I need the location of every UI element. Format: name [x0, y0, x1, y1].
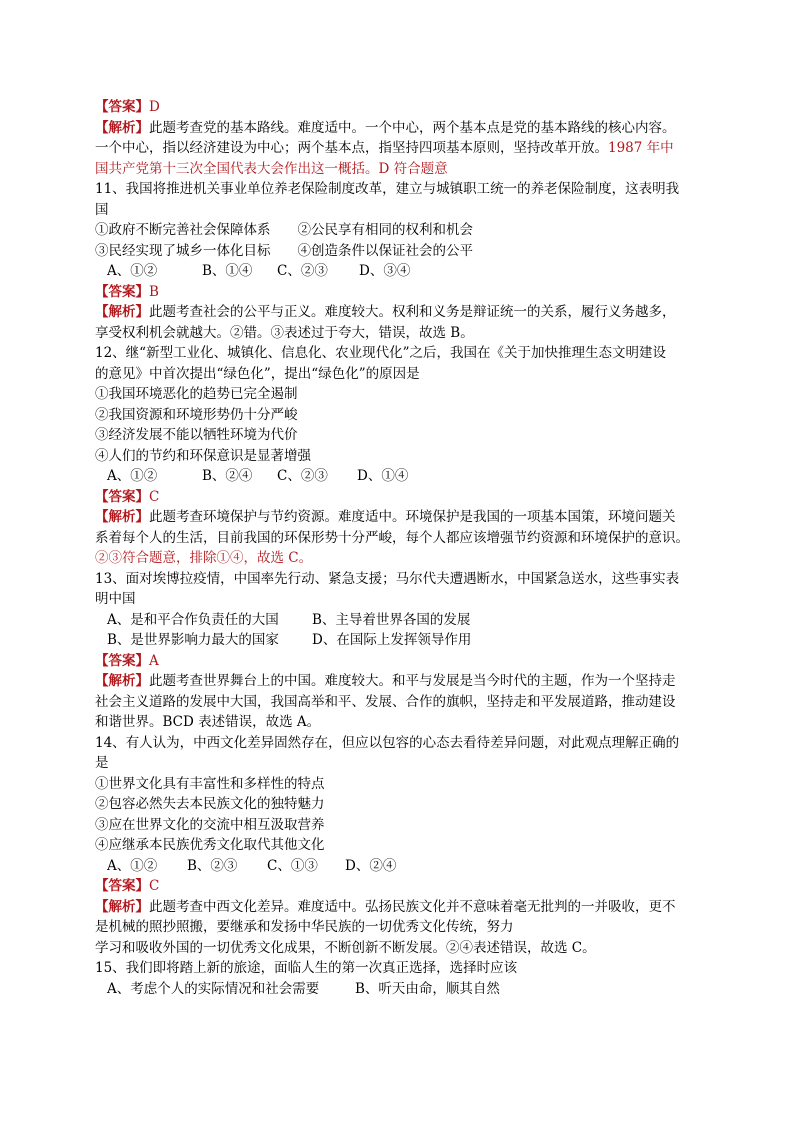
text-line: [95, 938, 596, 958]
text-line: [95, 712, 320, 732]
text-line: [95, 364, 420, 384]
text-line: [95, 97, 160, 117]
text-line: [95, 487, 159, 507]
text-line: [95, 958, 517, 978]
option-line: [107, 261, 439, 281]
text-line: [95, 507, 676, 527]
text-line: [95, 446, 311, 466]
text-segment: 是: [95, 755, 109, 771]
text-line: [95, 897, 676, 917]
text-segment: ①政府不断完善社会保障体系 ②公民享有相同的权利和机会: [95, 222, 473, 238]
text-line: [95, 876, 159, 896]
answer-option: B、①④: [202, 263, 253, 279]
text-segment: 此题考查世界舞台上的中国。难度较大。和平与发展是当今时代的主题，作为一个坚持走: [149, 673, 676, 689]
text-line: [95, 241, 473, 261]
answer-option: C、②③: [277, 468, 328, 484]
text-segment: 此题考查环境保护与节约资源。难度适中。环境保护是我国的一项基本国策，环境问题关: [149, 509, 676, 525]
text-segment: 享受权利机会就越大。②错。③表述过于夸大，错误，故选 B。: [95, 324, 474, 341]
text-segment: 国共产党第十三次全国代表大会作出这一概括。D 符合题意: [95, 160, 448, 177]
option-line: [107, 856, 425, 876]
answer-option: B、②④: [202, 468, 253, 484]
text-line: [95, 200, 109, 220]
answer-option: A、①②: [107, 263, 158, 279]
text-segment: 一个中心，指以经济建设为中心；两个基本点，指坚持四项基本原则，坚持改革开放。: [95, 140, 608, 156]
text-segment: D: [149, 99, 160, 115]
option-line: [107, 610, 512, 630]
text-line: [95, 548, 312, 568]
text-segment: 14、有人认为，中西文化差异固然存在，但应以包容的心态去看待差异问题，对此观点理解正确的: [95, 734, 680, 751]
text-segment: C: [149, 488, 160, 505]
text-line: [95, 589, 136, 609]
answer-label: 【解析】: [95, 898, 149, 915]
text-segment: 系着每个人的生活，目前我国的环保形势十分严峻，每个人都应该增强节约资源和环境保护的意识。: [95, 529, 689, 546]
text-segment: ②③符合题意，排除①④，故选 C。: [95, 550, 313, 566]
text-segment: ②我国资源和环境形势仍十分严峻: [95, 406, 298, 423]
answer-option: B、主导着世界各国的发展: [312, 611, 471, 628]
text-segment: 1987 年中: [608, 140, 674, 156]
option-line: [107, 979, 555, 999]
answer-option: B、②③: [187, 857, 238, 874]
answer-label: 【答案】: [95, 652, 149, 669]
text-line: [95, 405, 298, 425]
answer-label: 【解析】: [95, 673, 149, 689]
text-segment: ②包容必然失去本民族文化的独特魅力: [95, 796, 325, 812]
text-line: [95, 425, 298, 445]
answer-option: D、③④: [359, 263, 411, 279]
text-segment: 的意见》中首次提出“绿色化”，提出“绿色化”的原因是: [95, 365, 420, 382]
text-segment: C: [149, 878, 160, 894]
answer-label: 【解析】: [95, 304, 149, 320]
text-segment: 社会主义道路的发展中大国，我国高举和平、发展、合作的旗帜，坚持走和平发展道路，推动建设: [95, 693, 676, 710]
text-line: [95, 528, 689, 548]
text-line: [95, 692, 676, 712]
answer-option: C、①③: [267, 857, 318, 874]
answer-option: C、②③: [277, 263, 328, 279]
text-segment: 是机械的照抄照搬，要继承和发扬中华民族的一切优秀文化传统，努力: [95, 919, 514, 935]
text-line: [95, 323, 474, 343]
text-line: [95, 159, 448, 179]
answer-label: 【答案】: [95, 488, 149, 505]
text-line: [95, 384, 298, 404]
text-segment: 此题考查社会的公平与正义。难度较大。权利和义务是辩证统一的关系，履行义务越多，: [149, 304, 676, 320]
text-line: [95, 282, 159, 302]
answer-option: D、在国际上发挥领导作用: [312, 632, 472, 648]
text-segment: 学习和吸收外国的一切优秀文化成果，不断创新不断发展。②④表述错误，故选 C。: [95, 939, 596, 956]
answer-label: 【解析】: [95, 119, 149, 136]
text-line: [95, 179, 679, 199]
text-segment: 12、继“新型工业化、城镇化、信息化、农业现代化”之后，我国在《关于加快推理生态文明建设: [95, 345, 666, 361]
text-segment: ③经济发展不能以牺牲环境为代价: [95, 427, 298, 443]
answer-label: 【答案】: [95, 283, 149, 300]
text-segment: ④人们的节约和环保意识是显著增强: [95, 447, 311, 464]
text-segment: ④应继承本民族优秀文化取代其他文化: [95, 837, 325, 853]
text-segment: 此题考查中西文化差异。难度适中。弘扬民族文化并不意味着毫无批判的一并吸收，更不: [149, 898, 676, 915]
text-line: [95, 733, 679, 753]
text-segment: ①世界文化具有丰富性和多样性的特点: [95, 775, 325, 792]
answer-option: A、①②: [107, 468, 158, 484]
text-line: [95, 774, 325, 794]
answer-option: A、考虑个人的实际情况和社会需要: [107, 980, 320, 997]
text-segment: 明中国: [95, 591, 136, 607]
text-segment: ③民经实现了城乡一体化目标 ④创造条件以保证社会的公平: [95, 242, 473, 259]
text-line: [95, 651, 159, 671]
text-segment: B: [149, 283, 159, 300]
text-line: [95, 569, 679, 589]
text-segment: 此题考查党的基本路线。难度适中。一个中心，两个基本点是党的基本路线的核心内容。: [149, 119, 676, 136]
answer-option: A、是和平合作负责任的大国: [107, 611, 279, 628]
answer-option: D、②④: [345, 857, 397, 874]
option-line: [107, 466, 437, 486]
text-line: [95, 343, 666, 363]
text-segment: 国: [95, 201, 109, 218]
text-line: [95, 835, 325, 855]
answer-label: 【答案】: [95, 99, 149, 115]
text-line: [95, 671, 676, 691]
answer-option: B、是世界影响力最大的国家: [107, 632, 279, 648]
answer-label: 【答案】: [95, 878, 149, 894]
text-line: [95, 138, 674, 158]
text-segment: 11、我国将推进机关事业单位养老保险制度改革，建立与城镇职工统一的养老保险制度，这表明我: [95, 181, 680, 197]
option-line: [107, 630, 512, 650]
answer-option: B、听天由命，顺其自然: [355, 980, 500, 997]
text-line: [95, 302, 676, 322]
text-segment: 和谐世界。BCD 表述错误，故选 A。: [95, 714, 321, 730]
text-line: [95, 220, 473, 240]
text-line: [95, 753, 109, 773]
text-segment: ①我国环境恶化的趋势已完全遏制: [95, 386, 298, 402]
text-segment: A: [149, 652, 159, 669]
answer-option: A、①②: [107, 857, 158, 874]
answer-label: 【解析】: [95, 509, 149, 525]
text-line: [95, 118, 676, 138]
text-line: [95, 794, 325, 814]
text-line: [95, 917, 514, 937]
answer-option: D、①④: [357, 468, 409, 484]
text-segment: 13、面对埃博拉疫情，中国率先行动、紧急支援；马尔代夫遭遇断水，中国紧急送水，这些事实表: [95, 570, 680, 587]
text-line: [95, 815, 325, 835]
text-segment: ③应在世界文化的交流中相互汲取营养: [95, 816, 325, 833]
text-segment: 15、我们即将踏上新的旅途，面临人生的第一次真正选择，选择时应该: [95, 960, 518, 976]
